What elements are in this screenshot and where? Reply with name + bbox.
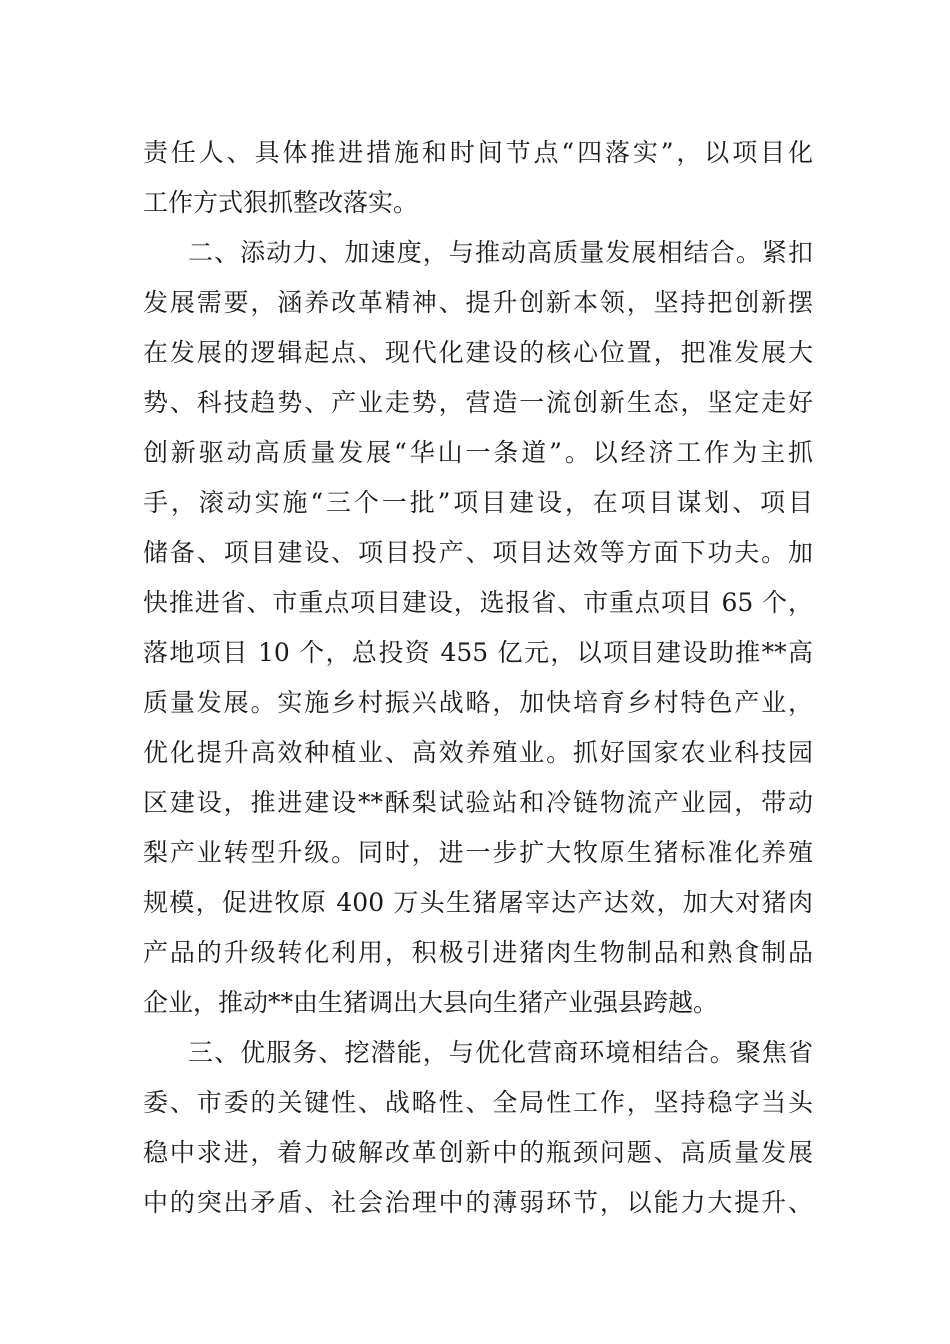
text-line: 创新驱动高质量发展“华山一条道”。以经济工作为主抓 (143, 438, 813, 467)
text-line: 工作方式狠抓整改落实。 (143, 188, 419, 217)
text-line: 在发展的逻辑起点、现代化建设的核心位置，把准发展大 (143, 338, 813, 367)
text-line: 产品的升级转化利用，积极引进猪肉生物制品和熟食制品 (143, 938, 813, 967)
text-line: 梨产业转型升级。同时，进一步扩大牧原生猪标准化养殖 (143, 838, 813, 867)
section-heading-line: 三、优服务、挖潜能，与优化营商环境相结合。聚焦省 (188, 1038, 813, 1067)
text-line: 中的突出矛盾、社会治理中的薄弱环节，以能力大提升、 (143, 1188, 813, 1217)
text-line: 快推进省、市重点项目建设，选报省、市重点项目 65 个， (143, 588, 813, 617)
text-line: 规模，促进牧原 400 万头生猪屠宰达产达效，加大对猪肉 (143, 888, 813, 917)
text-line: 手，滚动实施“三个一批”项目建设，在项目谋划、项目 (143, 488, 813, 517)
text-line: 落地项目 10 个，总投资 455 亿元，以项目建设助推**高 (143, 638, 813, 667)
text-line: 责任人、具体推进措施和时间节点“四落实”，以项目化 (143, 138, 813, 167)
text-line: 发展需要，涵养改革精神、提升创新本领，坚持把创新摆 (143, 288, 813, 317)
text-line: 储备、项目建设、项目投产、项目达效等方面下功夫。加 (143, 538, 813, 567)
text-line: 稳中求进，着力破解改革创新中的瓶颈问题、高质量发展 (143, 1138, 813, 1167)
text-line: 委、市委的关键性、战略性、全局性工作，坚持稳字当头 (143, 1088, 813, 1117)
section-heading-line: 二、添动力、加速度，与推动高质量发展相结合。紧扣 (188, 238, 813, 267)
text-line: 企业，推动**由生猪调出大县向生猪产业强县跨越。 (143, 988, 719, 1017)
text-line: 优化提升高效种植业、高效养殖业。抓好国家农业科技园 (143, 738, 813, 767)
text-line: 区建设，推进建设**酥梨试验站和冷链物流产业园，带动 (143, 788, 813, 817)
body-text (143, 128, 813, 1228)
text-line: 势、科技趋势、产业走势，营造一流创新生态，坚定走好 (143, 388, 813, 417)
text-line: 质量发展。实施乡村振兴战略，加快培育乡村特色产业， (143, 688, 813, 717)
